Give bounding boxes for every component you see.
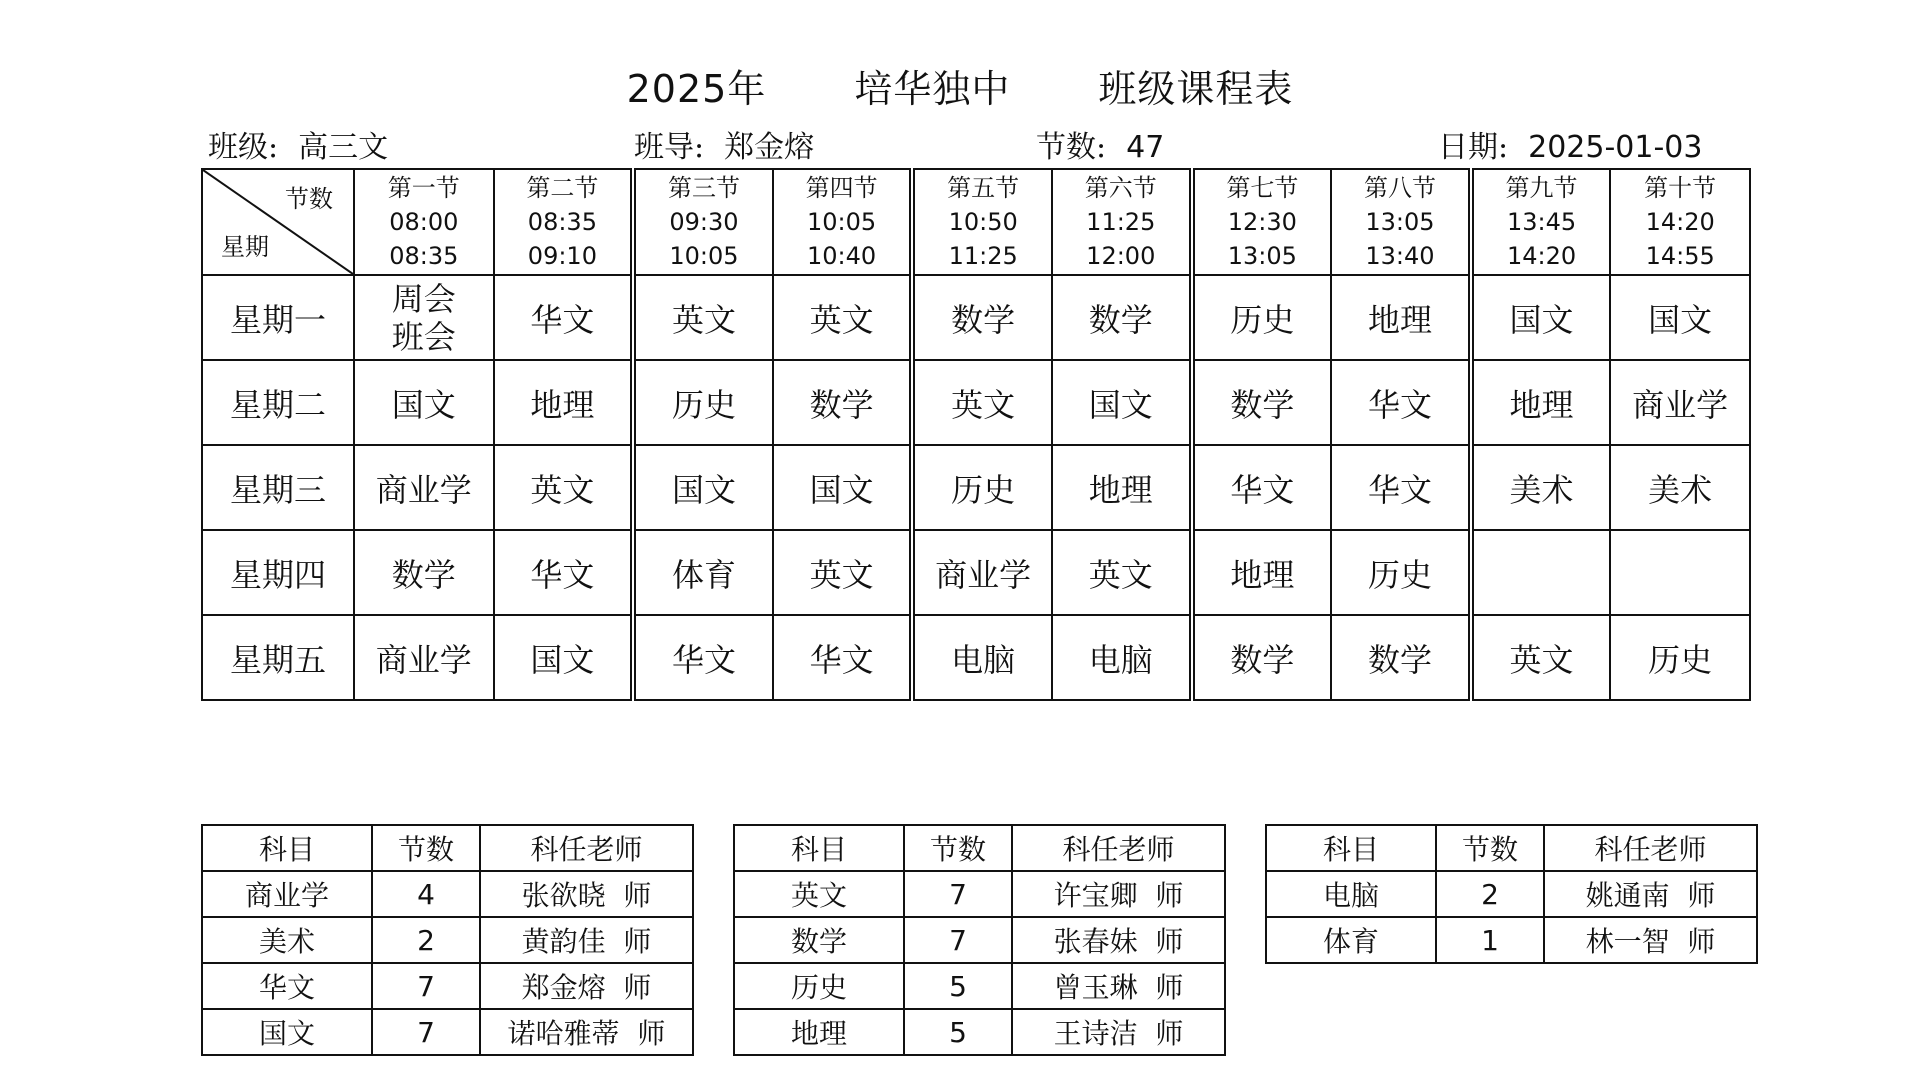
period-header <box>1331 169 1471 275</box>
period-start: 13:45 <box>1506 208 1577 236</box>
period-name: 第十节 <box>1644 174 1717 202</box>
lesson-cell: 数学 <box>1052 275 1192 360</box>
subject-name-cell: 电脑 <box>1266 871 1436 917</box>
lesson-cell: 国文 <box>1471 275 1611 360</box>
schedule-row <box>202 530 1750 615</box>
subject-row <box>1266 917 1757 963</box>
subject-count-cell: 1 <box>1436 917 1544 963</box>
period-start: 12:30 <box>1227 208 1297 236</box>
subject-row <box>734 871 1225 917</box>
lesson-cell: 数学 <box>1331 615 1471 700</box>
period-header <box>633 169 773 275</box>
weekday-cell: 星期三 <box>202 445 354 530</box>
class-label: 班级: <box>208 130 279 165</box>
period-name: 第一节 <box>387 174 460 202</box>
subject-teacher-cell: 姚通南 师 <box>1544 871 1757 917</box>
period-header <box>1471 169 1611 275</box>
period-name: 第八节 <box>1363 174 1436 202</box>
lesson-cell: 数学 <box>1192 360 1332 445</box>
periods-info <box>1036 122 1164 166</box>
period-end: 14:55 <box>1645 242 1715 270</box>
period-name: 第六节 <box>1084 174 1157 202</box>
period-start: 14:20 <box>1645 208 1715 236</box>
lesson-cell: 英文 <box>1471 615 1611 700</box>
lesson-cell: 英文 <box>1052 530 1192 615</box>
lesson-cell: 英文 <box>912 360 1052 445</box>
lesson-cell: 国文 <box>633 445 773 530</box>
lesson-cell: 历史 <box>912 445 1052 530</box>
subject-header-cell: 科目 <box>202 825 372 871</box>
mentor-label: 班导: <box>634 130 705 165</box>
corner-weekday-label: 星期 <box>221 233 269 261</box>
subject-name-cell: 英文 <box>734 871 904 917</box>
lesson-cell: 数学 <box>912 275 1052 360</box>
class-value: 高三文 <box>298 130 389 165</box>
class-info <box>208 122 388 166</box>
period-end: 12:00 <box>1086 242 1156 270</box>
lesson-cell: 华文 <box>494 275 634 360</box>
lesson-cell: 数学 <box>1192 615 1332 700</box>
lesson-cell: 华文 <box>633 615 773 700</box>
subject-teacher-cell: 许宝卿 师 <box>1012 871 1225 917</box>
corner-periods-label: 节数 <box>285 185 333 213</box>
lesson-cell: 电脑 <box>1052 615 1192 700</box>
schedule-row <box>202 275 1750 360</box>
lesson-cell: 历史 <box>1610 615 1750 700</box>
subject-header-cell: 科任老师 <box>1544 825 1757 871</box>
subject-teacher-cell: 曾玉琳 师 <box>1012 963 1225 1009</box>
period-name: 第五节 <box>947 174 1020 202</box>
weekday-cell: 星期二 <box>202 360 354 445</box>
lesson-cell: 英文 <box>494 445 634 530</box>
subject-table-2 <box>733 824 1226 1056</box>
lesson-cell: 地理 <box>1331 275 1471 360</box>
period-name: 第三节 <box>667 174 740 202</box>
period-end: 13:05 <box>1227 242 1297 270</box>
subject-teacher-cell: 黄韵佳 师 <box>480 917 693 963</box>
subject-name-cell: 美术 <box>202 917 372 963</box>
subject-name-cell: 商业学 <box>202 871 372 917</box>
lesson-cell: 电脑 <box>912 615 1052 700</box>
subject-count-cell: 7 <box>904 917 1012 963</box>
lesson-cell: 商业学 <box>354 445 494 530</box>
lesson-cell: 周会 班会 <box>354 275 494 360</box>
period-start: 08:35 <box>527 208 597 236</box>
period-end: 08:35 <box>389 242 459 270</box>
lesson-cell: 美术 <box>1610 445 1750 530</box>
subject-name-cell: 数学 <box>734 917 904 963</box>
lesson-cell: 地理 <box>1471 360 1611 445</box>
period-header <box>354 169 494 275</box>
lesson-cell: 华文 <box>494 530 634 615</box>
subject-table-3 <box>1265 824 1758 964</box>
subject-count-cell: 5 <box>904 1009 1012 1055</box>
weekday-cell: 星期五 <box>202 615 354 700</box>
lesson-cell: 英文 <box>773 530 913 615</box>
subject-count-cell: 4 <box>372 871 480 917</box>
period-start: 11:25 <box>1086 208 1156 236</box>
period-end: 11:25 <box>948 242 1018 270</box>
lesson-cell: 美术 <box>1471 445 1611 530</box>
lesson-cell: 数学 <box>773 360 913 445</box>
date-info <box>1438 122 1702 166</box>
lesson-cell: 历史 <box>1192 275 1332 360</box>
schedule-row <box>202 445 1750 530</box>
subject-header-row <box>202 825 693 871</box>
subject-header-cell: 科目 <box>734 825 904 871</box>
period-end: 10:40 <box>806 242 877 270</box>
title-school: 培华独中 <box>854 67 1011 111</box>
lesson-cell: 商业学 <box>1610 360 1750 445</box>
lesson-cell: 国文 <box>773 445 913 530</box>
schedule-table <box>201 168 1751 701</box>
period-end: 14:20 <box>1506 242 1577 270</box>
period-start: 10:05 <box>806 208 877 236</box>
lesson-cell: 国文 <box>494 615 634 700</box>
subject-header-row <box>734 825 1225 871</box>
schedule-header-row <box>202 169 1750 275</box>
subject-name-cell: 地理 <box>734 1009 904 1055</box>
lesson-cell: 华文 <box>773 615 913 700</box>
lesson-cell: 地理 <box>1192 530 1332 615</box>
lesson-cell: 历史 <box>1331 530 1471 615</box>
subject-header-cell: 节数 <box>904 825 1012 871</box>
subject-row <box>734 917 1225 963</box>
date-label: 日期: <box>1438 130 1509 165</box>
weekday-cell: 星期四 <box>202 530 354 615</box>
subject-teacher-cell: 郑金熔 师 <box>480 963 693 1009</box>
period-header <box>1192 169 1332 275</box>
period-header <box>912 169 1052 275</box>
period-name: 第四节 <box>805 174 878 202</box>
subject-table-1 <box>201 824 694 1056</box>
lesson-cell: 地理 <box>494 360 634 445</box>
title-name: 班级课程表 <box>1098 67 1294 111</box>
subject-header-cell: 节数 <box>1436 825 1544 871</box>
period-start: 13:05 <box>1365 208 1435 236</box>
lesson-cell: 华文 <box>1331 445 1471 530</box>
period-name: 第二节 <box>526 174 599 202</box>
subject-teacher-cell: 诺哈雅蒂 师 <box>480 1009 693 1055</box>
period-name: 第九节 <box>1505 174 1578 202</box>
subject-header-row <box>1266 825 1757 871</box>
subject-teacher-cell: 王诗洁 师 <box>1012 1009 1225 1055</box>
subject-row <box>202 917 693 963</box>
date-value: 2025-01-03 <box>1528 130 1703 165</box>
subject-row <box>734 963 1225 1009</box>
lesson-cell: 商业学 <box>354 615 494 700</box>
title-year: 2025年 <box>626 67 767 111</box>
period-start: 09:30 <box>669 208 739 236</box>
subject-count-cell: 7 <box>372 963 480 1009</box>
period-header <box>1610 169 1750 275</box>
corner-cell <box>202 169 354 275</box>
subject-header-cell: 科目 <box>1266 825 1436 871</box>
subject-teacher-cell: 张欲晓 师 <box>480 871 693 917</box>
subject-name-cell: 体育 <box>1266 917 1436 963</box>
subject-teacher-cell: 林一智 师 <box>1544 917 1757 963</box>
subject-header-cell: 科任老师 <box>1012 825 1225 871</box>
subject-count-cell: 7 <box>904 871 1012 917</box>
subject-header-cell: 科任老师 <box>480 825 693 871</box>
schedule-row <box>202 360 1750 445</box>
lesson-cell: 商业学 <box>912 530 1052 615</box>
period-end: 09:10 <box>527 242 597 270</box>
lesson-cell: 华文 <box>1192 445 1332 530</box>
period-start: 10:50 <box>948 208 1018 236</box>
subject-header-cell: 节数 <box>372 825 480 871</box>
periods-value: 47 <box>1126 130 1165 165</box>
subject-teacher-cell: 张春妹 师 <box>1012 917 1225 963</box>
subject-count-cell: 2 <box>1436 871 1544 917</box>
period-header <box>494 169 634 275</box>
subject-name-cell: 历史 <box>734 963 904 1009</box>
weekday-cell: 星期一 <box>202 275 354 360</box>
subject-count-cell: 2 <box>372 917 480 963</box>
period-end: 10:05 <box>669 242 739 270</box>
subject-count-cell: 5 <box>904 963 1012 1009</box>
lesson-cell <box>1610 530 1750 615</box>
subject-row <box>734 1009 1225 1055</box>
period-header <box>773 169 913 275</box>
subject-count-cell: 7 <box>372 1009 480 1055</box>
lesson-cell: 体育 <box>633 530 773 615</box>
period-start: 08:00 <box>389 208 459 236</box>
mentor-value: 郑金熔 <box>724 130 815 165</box>
page-title <box>0 58 1920 113</box>
period-name: 第七节 <box>1226 174 1299 202</box>
lesson-cell: 历史 <box>633 360 773 445</box>
subject-name-cell: 华文 <box>202 963 372 1009</box>
lesson-cell: 国文 <box>1052 360 1192 445</box>
subject-name-cell: 国文 <box>202 1009 372 1055</box>
mentor-info <box>634 122 814 166</box>
subject-row <box>202 963 693 1009</box>
periods-label: 节数: <box>1036 130 1107 165</box>
lesson-cell: 华文 <box>1331 360 1471 445</box>
lesson-cell: 英文 <box>773 275 913 360</box>
period-header <box>1052 169 1192 275</box>
period-end: 13:40 <box>1365 242 1435 270</box>
lesson-cell: 国文 <box>354 360 494 445</box>
subject-row <box>1266 871 1757 917</box>
lesson-cell: 地理 <box>1052 445 1192 530</box>
lesson-cell <box>1471 530 1611 615</box>
subject-row <box>202 871 693 917</box>
lesson-cell: 英文 <box>633 275 773 360</box>
subject-row <box>202 1009 693 1055</box>
schedule-row <box>202 615 1750 700</box>
lesson-cell: 国文 <box>1610 275 1750 360</box>
lesson-cell: 数学 <box>354 530 494 615</box>
